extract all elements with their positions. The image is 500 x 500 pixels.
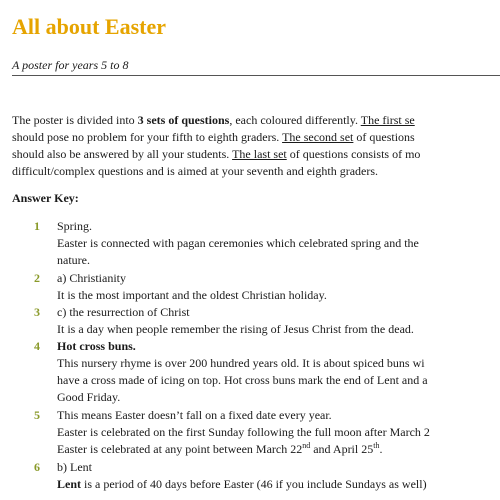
page-title: All about Easter — [12, 14, 166, 39]
answer-number: 1 — [34, 219, 40, 233]
answer-text: and April 25 — [310, 442, 374, 456]
answer-key-heading: Answer Key: — [12, 191, 79, 205]
answer-line: Easter is celebrated on the first Sunday following the full moon after March 2 — [57, 425, 430, 439]
intro-text: should pose no problem for your fifth to eighth graders. — [12, 130, 283, 144]
answer-line: b) Lent — [57, 460, 92, 474]
intro-line-1 — [12, 112, 500, 129]
intro-paragraph — [12, 112, 500, 180]
answer-body — [57, 338, 500, 406]
answer-line: It is a day when people remember the rising of Jesus Christ from the dead. — [57, 322, 414, 336]
intro-line-4: difficult/complex questions and is aimed at your seventh and eighth graders. — [12, 164, 379, 178]
answer-line: have a cross made of icing on top. Hot cross buns mark the end of Lent and a — [57, 373, 428, 387]
intro-text: , each coloured differently. — [229, 113, 361, 127]
intro-second-set-underline: The second set — [282, 130, 354, 144]
answer-number: 6 — [34, 460, 40, 474]
answer-line: Spring. — [57, 219, 93, 233]
answer-line: This means Easter doesn’t fall on a fixed date every year. — [57, 408, 332, 422]
answer-line: It is the most important and the oldest Christian holiday. — [57, 288, 327, 302]
intro-text: The poster is divided into — [12, 113, 138, 127]
answer-line: Good Friday. — [57, 390, 121, 404]
answer-text: Easter is celebrated at any point between March 22 — [57, 442, 303, 456]
page-subtitle: A poster for years 5 to 8 — [12, 58, 129, 72]
intro-last-set-underline: The last set — [232, 147, 287, 161]
answer-body — [57, 304, 500, 338]
answer-line: Easter is connected with pagan ceremonies which celebrated spring and the — [57, 236, 419, 250]
intro-line-2 — [12, 129, 500, 146]
intro-text: of questions — [353, 130, 415, 144]
answer-number: 4 — [34, 339, 40, 353]
answer-number: 2 — [34, 271, 40, 285]
answer-line: nature. — [57, 253, 90, 267]
answer-line: Hot cross buns. — [57, 339, 136, 353]
answer-body — [57, 270, 500, 304]
answer-line: a) Christianity — [57, 271, 126, 285]
answer-text: . — [379, 442, 383, 456]
answer-body — [57, 459, 500, 493]
ordinal-suffix: th — [373, 441, 380, 450]
answer-line — [57, 441, 500, 458]
intro-first-set-underline: The first se — [360, 113, 415, 127]
answer-text: is a period of 40 days before Easter (46 if you include Sundays as well) — [81, 477, 427, 491]
answer-body — [57, 407, 500, 458]
intro-emphasis: 3 sets of questions — [137, 113, 230, 127]
answer-number: 5 — [34, 408, 40, 422]
intro-text: should also be answered by all your students. — [12, 147, 233, 161]
answer-emphasis: Lent — [57, 477, 81, 491]
title-divider — [12, 75, 500, 76]
answer-line: c) the resurrection of Christ — [57, 305, 190, 319]
ordinal-suffix: nd — [302, 441, 311, 450]
intro-text: of questions consists of mo — [286, 147, 421, 161]
intro-line-3 — [12, 146, 500, 163]
answer-number: 3 — [34, 305, 40, 319]
answer-body — [57, 218, 500, 269]
answer-line: This nursery rhyme is over 200 hundred years old. It is about spiced buns wi — [57, 356, 425, 370]
answer-line — [57, 476, 500, 493]
